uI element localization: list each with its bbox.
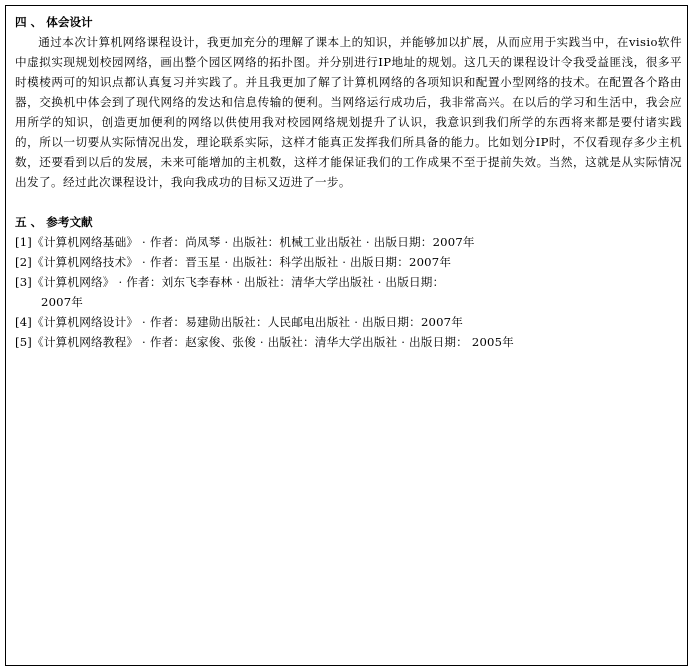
reference-list: [15, 232, 682, 352]
section-heading-references: 五 、 参考文献: [15, 215, 93, 229]
section-spacer: [15, 192, 682, 212]
section-heading-experience: 四 、 体会设计: [15, 15, 93, 29]
reference-item-2: [2]《计算机网络技术》 · 作者：晋玉星 · 出版社：科学出版社 · 出版日期：2007年: [15, 255, 452, 269]
reference-item-3: [3]《计算机网络》 · 作者：刘东飞李春林 · 出版社：清华大学出版社 · 出版日期：: [15, 275, 445, 289]
document-frame: [5, 5, 688, 666]
document-body: [15, 12, 682, 352]
experience-paragraph: 通过本次计算机网络课程设计，我更加充分的理解了课本上的知识，并能够加以扩展，从而应用于实践当中，在visio软件中虚拟实现规划校园网络，画出整个园区网络的拓扑图。并分别进行IP地址的规划。这几天的课程设计令我受益匪浅，很多平时模棱两可的知识点都认真复习并实践了。并且我更加了解了计算机网络的各项知识和配置小型网络的技术。在配置各个路由器，交换机中体会到了现代网络的发达和信息传输的便利。当网络运行成功后，我非常高兴。在以后的学习和生活中，我会应用所学的知识，创造更加便利的网络以供使用我对校园网络规划提升了认识，我意识到我们所学的东西将来都是要付诸实践的，所以一切要从实际情况出发，理论联系实际，这样才能真正发挥我们所具备的能力。比如划分IP时，不仅看现存多少主机数，还要看到以后的发展，未来可能增加的主机数，这样才能保证我们的工作成果不至于提前失效。当然，这就是从实际情况出发了。经过此次课程设计，我向我成功的目标又迈进了一步。: [15, 35, 682, 189]
reference-item-1: [1]《计算机网络基础》 · 作者：尚凤琴 · 出版社：机械工业出版社 · 出版日期：2007年: [15, 235, 475, 249]
reference-item-4: [4]《计算机网络设计》 · 作者：易建勋出版社：人民邮电出版社 · 出版日期：2007年: [15, 315, 464, 329]
reference-item-3-continuation: 2007年: [41, 295, 84, 309]
reference-item-5: [5]《计算机网络教程》 · 作者：赵家俊、张俊 · 出版社：清华大学出版社 · 出版日期： 2005年: [15, 335, 514, 349]
